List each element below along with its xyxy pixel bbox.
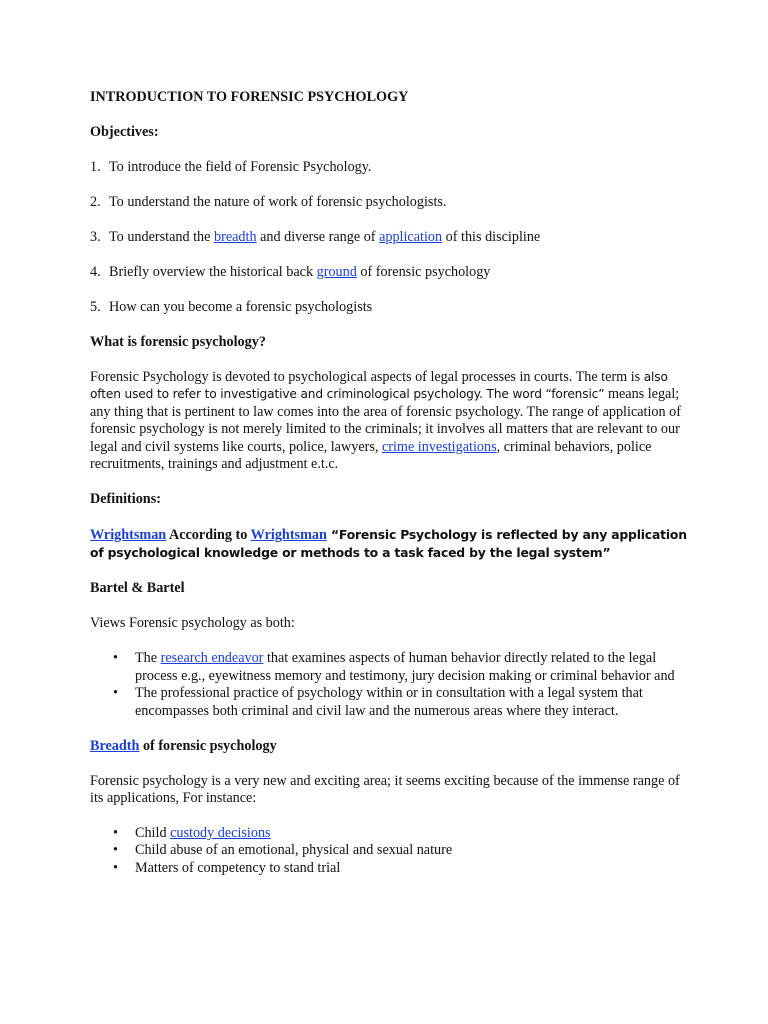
bullet-icon: •: [113, 859, 118, 876]
objective-item: [90, 194, 690, 211]
link-ground[interactable]: ground: [316, 264, 357, 280]
link-breadth-heading[interactable]: Breadth: [90, 737, 140, 754]
views-text: Views Forensic psychology as both:: [90, 615, 295, 632]
list-item: [90, 685, 690, 720]
objective-text: Briefly overview the historical back: [109, 264, 317, 280]
objective-text: How can you become a forensic psychologists: [109, 299, 373, 315]
objective-text: and diverse range of: [256, 229, 380, 245]
bartel-heading: Bartel & Bartel: [90, 580, 185, 597]
objective-item: [90, 229, 690, 246]
paragraph-text: , criminal behaviors, police recruitments, trainings and adjustment e.t.c.: [90, 438, 652, 473]
list-item-text: The: [135, 650, 161, 667]
paragraph-text-sans: also often used to refer to investigative and criminological psychology. The word “forensic”: [90, 370, 668, 402]
objective-number: 5.: [90, 299, 101, 315]
paragraph-text: Forensic Psychology is devoted to psychological aspects of legal processes in courts. The term is: [90, 369, 641, 385]
objective-item: [90, 299, 690, 316]
list-item-text: Child: [135, 825, 171, 842]
list-item: [90, 842, 690, 859]
list-item-text: The professional practice of psychology within or in consultation with a legal system that encompasses both criminal and civil law and the numerous areas where they interact.: [135, 685, 643, 719]
objective-number: 1.: [90, 159, 101, 175]
objective-number: 3.: [90, 229, 101, 245]
breadth-bullet-list: [90, 825, 690, 877]
objective-item: [90, 264, 690, 281]
list-item: [90, 650, 690, 685]
objective-item: [90, 159, 690, 176]
document-title: INTRODUCTION TO FORENSIC PSYCHOLOGY: [90, 89, 409, 105]
bullet-icon: •: [113, 825, 118, 842]
definition-text: According to: [166, 527, 251, 544]
objective-text: To understand the: [109, 229, 214, 245]
link-application[interactable]: application: [379, 229, 443, 245]
objective-text: To introduce the field of Forensic Psychology.: [109, 159, 372, 175]
objective-number: 2.: [90, 194, 101, 210]
link-breadth[interactable]: breadth: [214, 229, 257, 245]
list-item: [90, 825, 690, 842]
list-item-text: Child abuse of an emotional, physical and sexual nature: [135, 842, 453, 859]
link-research-endeavor[interactable]: research endeavor: [160, 650, 264, 667]
definitions-heading: Definitions:: [90, 491, 161, 508]
document-page: [90, 89, 690, 895]
objectives-heading: Objectives:: [90, 124, 159, 140]
link-custody-decisions[interactable]: custody decisions: [170, 825, 271, 842]
bartel-bullet-list: [90, 650, 690, 720]
breadth-heading: [90, 738, 690, 755]
what-is-paragraph: [90, 369, 690, 473]
definition-quote: “Forensic Psychology is reflected by any application of psychological knowledge or methods to a task faced by the legal system”: [90, 527, 687, 561]
paragraph-text: means legal; any thing that is pertinent to law comes into the area of forensic psychology. The range of application of forensic psychology is not merely limited to the criminals; it involves all matters that are relevant to our legal and civil systems like courts, police, lawyers,: [90, 386, 681, 455]
bullet-icon: •: [113, 650, 118, 667]
objective-text: To understand the nature of work of forensic psychologists.: [109, 194, 447, 210]
breadth-heading-text: of forensic psychology: [139, 737, 277, 754]
link-wrightsman[interactable]: Wrightsman: [250, 527, 327, 544]
breadth-paragraph: Forensic psychology is a very new and exciting area; it seems exciting because of the immense range of its applications, For instance:: [90, 772, 680, 807]
bullet-icon: •: [113, 685, 118, 702]
list-item-text: that examines aspects of human behavior directly related to the legal process e.g., eyewitness memory and testimony, jury decision making or criminal behavior and: [135, 650, 675, 684]
link-crime-investigations[interactable]: crime investigations: [381, 438, 497, 455]
objective-text: of forensic psychology: [356, 264, 491, 280]
list-item-text: Matters of competency to stand trial: [135, 859, 341, 876]
what-is-heading: What is forensic psychology?: [90, 334, 266, 350]
objective-text: of this discipline: [442, 229, 541, 245]
definition-paragraph: [90, 526, 690, 563]
objective-number: 4.: [90, 264, 101, 280]
list-item: [90, 860, 690, 877]
link-wrightsman[interactable]: Wrightsman: [90, 527, 167, 544]
bullet-icon: •: [113, 842, 118, 859]
